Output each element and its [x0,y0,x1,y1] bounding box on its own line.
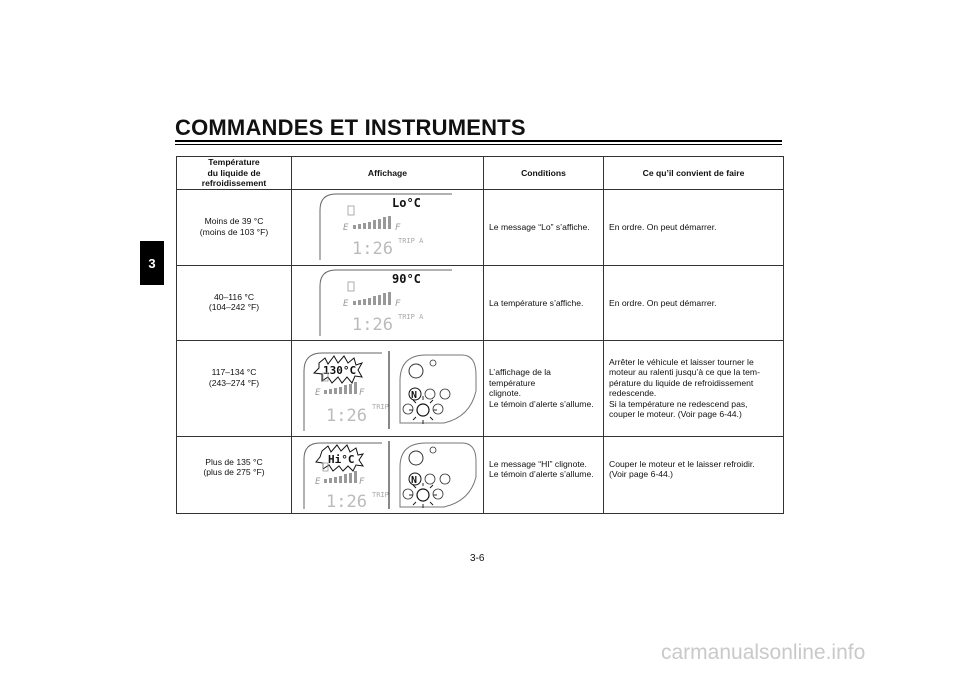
display-cell [292,436,484,514]
temperature-reading: Lo°C [392,196,421,210]
table-row [177,190,784,266]
fuel-full-label: F [359,476,365,487]
fuel-empty-label: E [315,476,321,487]
temperature-cell: 117–134 °C (243–274 °F) [177,341,292,437]
action-cell: En ordre. On peut démarrer. [604,265,784,341]
indicator-dot-icon [430,447,436,453]
display-cell [292,190,484,266]
table-row [177,341,784,437]
trip-label: TRIP [372,403,389,411]
section-tab: 3 [140,241,164,285]
header-display: Affichage [292,157,484,190]
oil-pressure-indicator-icon [425,474,435,484]
clock-readout: 1:26 [352,314,393,335]
neutral-label: N [411,390,418,401]
turn-indicator-icon [403,404,413,414]
clock-readout: 1:26 [326,491,367,511]
indicator-lamp-icon [409,364,423,378]
action-cell: Arrêter le véhicule et laisser tourner le moteur au ralenti jusqu’à ce que la tem- pérature du liquide de refroidissement redescende. Si la température ne redescend pas, couper le moteur. (Voir page 6-44.) [604,341,784,437]
lcd-display-illustration [292,190,482,262]
temperature-reading: 130°C [323,364,357,377]
action-cell: En ordre. On peut démarrer. [604,190,784,266]
trip-label: TRIP A [398,237,424,245]
trip-label: TRIP A [398,312,424,321]
watermark: carmanualsonline.info [661,641,866,664]
temperature-reading: Hi°C [328,452,355,466]
fuel-empty-label: E [315,388,321,398]
table-row [177,265,784,341]
header-action: Ce qu’il convient de faire [604,157,784,190]
display-cell [292,341,484,437]
clock-readout: 1:26 [326,406,367,426]
display-cell [292,265,484,341]
trip-label: TRIP [372,490,389,499]
lcd-display-with-warning-illustration [292,341,482,433]
coolant-temperature-table [176,156,784,514]
engine-indicator-icon [433,489,443,499]
abs-indicator-icon [440,389,450,399]
temperature-cell: Moins de 39 °C (moins de 103 °F) [177,190,292,266]
neutral-label: N [411,474,418,486]
conditions-cell: Le message “HI” clignote. Le témoin d’alerte s’allume. [484,436,604,514]
table-header-row [177,157,784,190]
fuel-full-label: F [395,298,401,309]
turn-indicator-icon [403,489,413,499]
fuel-empty-label: E [343,298,349,309]
coolant-warning-light-icon [417,404,429,416]
page-number: 3-6 [470,553,485,564]
fuel-empty-label: E [343,223,349,233]
fuel-gauge-bars [353,292,391,305]
header-conditions: Conditions [484,157,604,190]
page-title: COMMANDES ET INSTRUMENTS [175,115,526,140]
temperature-reading: 90°C [392,271,421,286]
conditions-cell: Le message “Lo” s’affiche. [484,190,604,266]
temperature-cell: 40–116 °C (104–242 °F) [177,265,292,341]
conditions-cell: L’affichage de la température clignote. Le témoin d’alerte s’allume. [484,341,604,437]
header-temperature: Température du liquide de refroidissement [177,157,292,190]
fuel-pump-icon [348,282,354,291]
fuel-gauge-bars [353,216,391,229]
table-row [177,436,784,514]
engine-indicator-icon [433,404,443,414]
fuel-gauge-bars [324,471,357,483]
action-cell: Couper le moteur et le laisser refroidir. (Voir page 6-44.) [604,436,784,514]
temperature-cell: Plus de 135 °C (plus de 275 °F) [177,436,292,514]
coolant-warning-light-icon [417,489,429,501]
fuel-full-label: F [395,223,401,233]
title-rule-thin [175,144,782,145]
conditions-cell: La température s’affiche. [484,265,604,341]
oil-pressure-indicator-icon [425,389,435,399]
indicator-lamp-icon [409,451,423,465]
lcd-display-with-warning-illustration [292,437,482,511]
abs-indicator-icon [440,474,450,484]
fuel-full-label: F [359,388,365,398]
lcd-display-illustration [292,266,482,338]
title-rule [175,140,782,142]
indicator-dot-icon [430,360,436,366]
fuel-pump-icon [348,206,354,215]
clock-readout: 1:26 [352,239,393,259]
